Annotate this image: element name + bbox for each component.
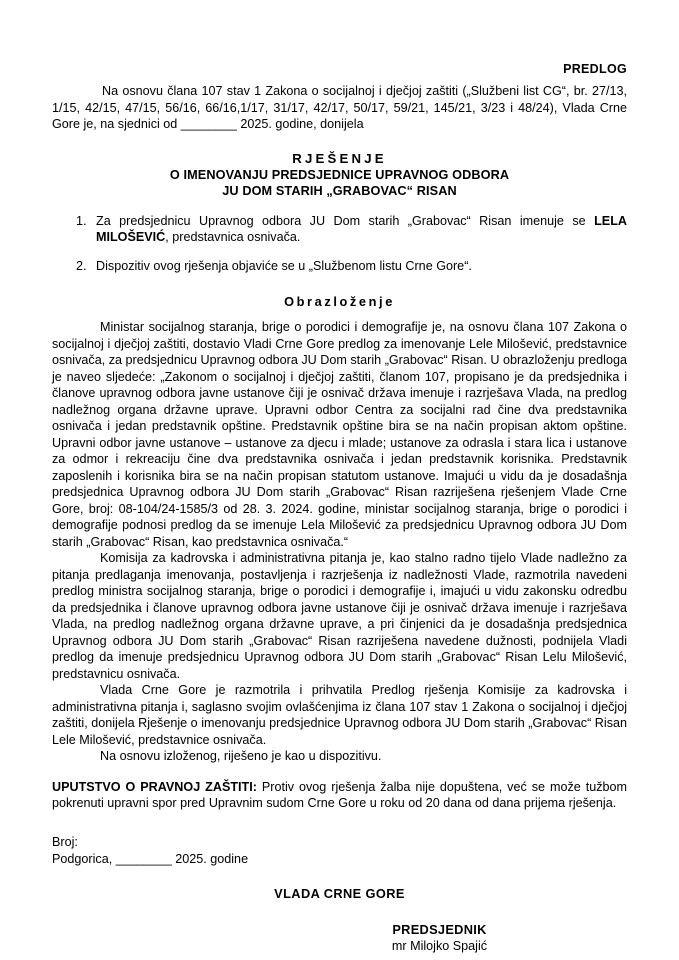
- list-item-text-before: Dispozitiv ovog rješenja objaviće se u „Službenom listu Crne Gore“.: [96, 258, 472, 273]
- explanation-paragraph: Vlada Crne Gore je razmotrila i prihvatila Predlog rješenja Komisije za kadrovska i administrativna pitanja i, saglasno svojim ovlašćenjima iz člana 107 stav 1 Zakona o socijalnoj i dječjoj zaštiti, donijela Rješenje o imenovanju predsjednice Upravnog odbora JU Dom starih „Grabovac“ Risan Lele Milošević, predstavnice osnivača.: [52, 683, 627, 747]
- document-label: PREDLOG: [563, 62, 627, 76]
- preamble-paragraph: Na osnovu člana 107 stav 1 Zakona o socijalnoj i dječjoj zaštiti („Službeni list CG“, br. 27/13, 1/15, 42/15, 47/15, 56/16, 66/16,1/17, 31/17, 42/17, 50/17, 59/21, 145/21, 3/23 i 48/24), Vlada Crne Gore je, na sjednici od ________ 2025. godine, donijela: [52, 84, 627, 131]
- footer-metadata: [52, 834, 627, 868]
- title-block: [52, 150, 627, 199]
- list-item: [52, 213, 627, 246]
- explanation-body: [52, 319, 627, 765]
- government-name: VLADA CRNE GORE: [274, 885, 405, 901]
- signer-name: mr Milojko Spajić: [391, 938, 488, 953]
- legal-notice-text: Protiv ovog rješenja žalba nije dopuštena, već se može tužbom pokrenuti upravni spor pred Upravnim sudom Crne Gore u roku od 20 dana od dana prijema rješenja.: [52, 779, 628, 810]
- explanation-paragraph: Na osnovu izloženog, riješeno je kao u dispozitivu.: [100, 749, 382, 763]
- signature-block: [52, 886, 627, 954]
- place-and-date: Podgorica, ________ 2025. godine: [52, 851, 249, 866]
- dispositive-list: [52, 213, 627, 275]
- explanation-heading: Obrazloženje: [284, 294, 395, 309]
- list-item-text-after: , predstavnica osnivača.: [165, 230, 301, 244]
- list-item-text-before: Za predsjednicu Upravnog odbora JU Dom starih „Grabovac“ Risan imenuje se: [96, 213, 595, 228]
- list-item-number: 1.: [76, 213, 87, 228]
- decree-subtitle-line-2: JU DOM STARIH „GRABOVAC“ RISAN: [222, 183, 457, 198]
- list-item-number: 2.: [76, 258, 87, 273]
- document-number-label: Broj:: [52, 834, 78, 849]
- list-item: [52, 258, 627, 275]
- decree-subtitle-line-1: O IMENOVANJU PREDSJEDNICE UPRAVNOG ODBORA: [169, 167, 510, 182]
- appointee-name: LELA MILOŠEVIĆ: [96, 213, 627, 244]
- legal-notice-label: UPUTSTVO O PRAVNOJ ZAŠTITI:: [52, 779, 257, 794]
- signer-role: PREDSJEDNIK: [392, 921, 487, 937]
- legal-notice: [52, 779, 627, 812]
- signer-block: [252, 922, 627, 954]
- explanation-paragraph: Komisija za kadrovska i administrativna pitanja je, kao stalno radno tijelo Vlade nadležno za pitanja predlaganja imenovanja, postavljenja i razrješenja iz nadležnosti Vlade, razmotrila navedeni predlog ministra socijalnog staranja, brige o porodici i demografije i, imajući u vidu zakonsku odredbu da predsjednika i članove upravnog odbora javne ustanove čiji je osnivač država imenuje i razrješava Vlada, na predlog nadležnog organa državne uprave, a pri činjenici da je dosadašnja predsjednica Upravnog odbora JU Dom starih „Grabovac“ Risan razriješena navedene dužnosti, podnijela Vladi predlog da imenuje predsjednicu Upravnog odbora JU Dom starih „Grabovac“ Risan Lelu Milošević, predstavnicu osnivača.: [52, 551, 627, 681]
- decree-title: RJEŠENJE: [292, 150, 387, 166]
- explanation-paragraph: Ministar socijalnog staranja, brige o porodici i demografije je, na osnovu člana 107 Zakona o socijalnoj i dječjoj zaštiti, dostavio Vladi Crne Gore predlog za imenovanje Lele Milošević, predstavnice osnivača, za predsjednicu Upravnog odbora JU Dom starih „Grabovac“ Risan. U obrazloženju predloga je naveo sljedeće: „Zakonom o socijalnoj i dječjoj zaštiti, članom 107, propisano je da predsjednika i članove upravnog odbora javne ustanove čiji je osnivač država imenuje i razrješava Vlada, na predlog nadležnog organa državne uprave. Upravni odbor Centra za socijalni rad čine dva predstavnika osnivača i jedan predstavnik opštine. Predstavnik opštine bira se na način propisan aktom opštine. Upravni odbor javne ustanove – ustanove za djecu i mlade; ustanove za odrasla i stara lica i ustanove za odmor i rekreaciju čine dva predstavnika osnivača i jedan predstavnik korisnika. Predstavnik zaposlenih i korisnika bira se na način propisan statutom ustanove. Imajući u vidu da je dosadašnja predsjednica Upravnog odbora JU Dom starih „Grabovac“ Risan razriješena rješenjem Vlade Crne Gore, broj: 08-104/24-1585/3 od 28. 3. 2024. godine, ministar socijalnog staranja, brige o porodici i demografije podnosi predlog da se imenuje Lela Milošević za predsjednicu Upravnog odbora JU Dom starih „Grabovac“ Risan, kao predstavnica osnivača.“: [52, 320, 627, 549]
